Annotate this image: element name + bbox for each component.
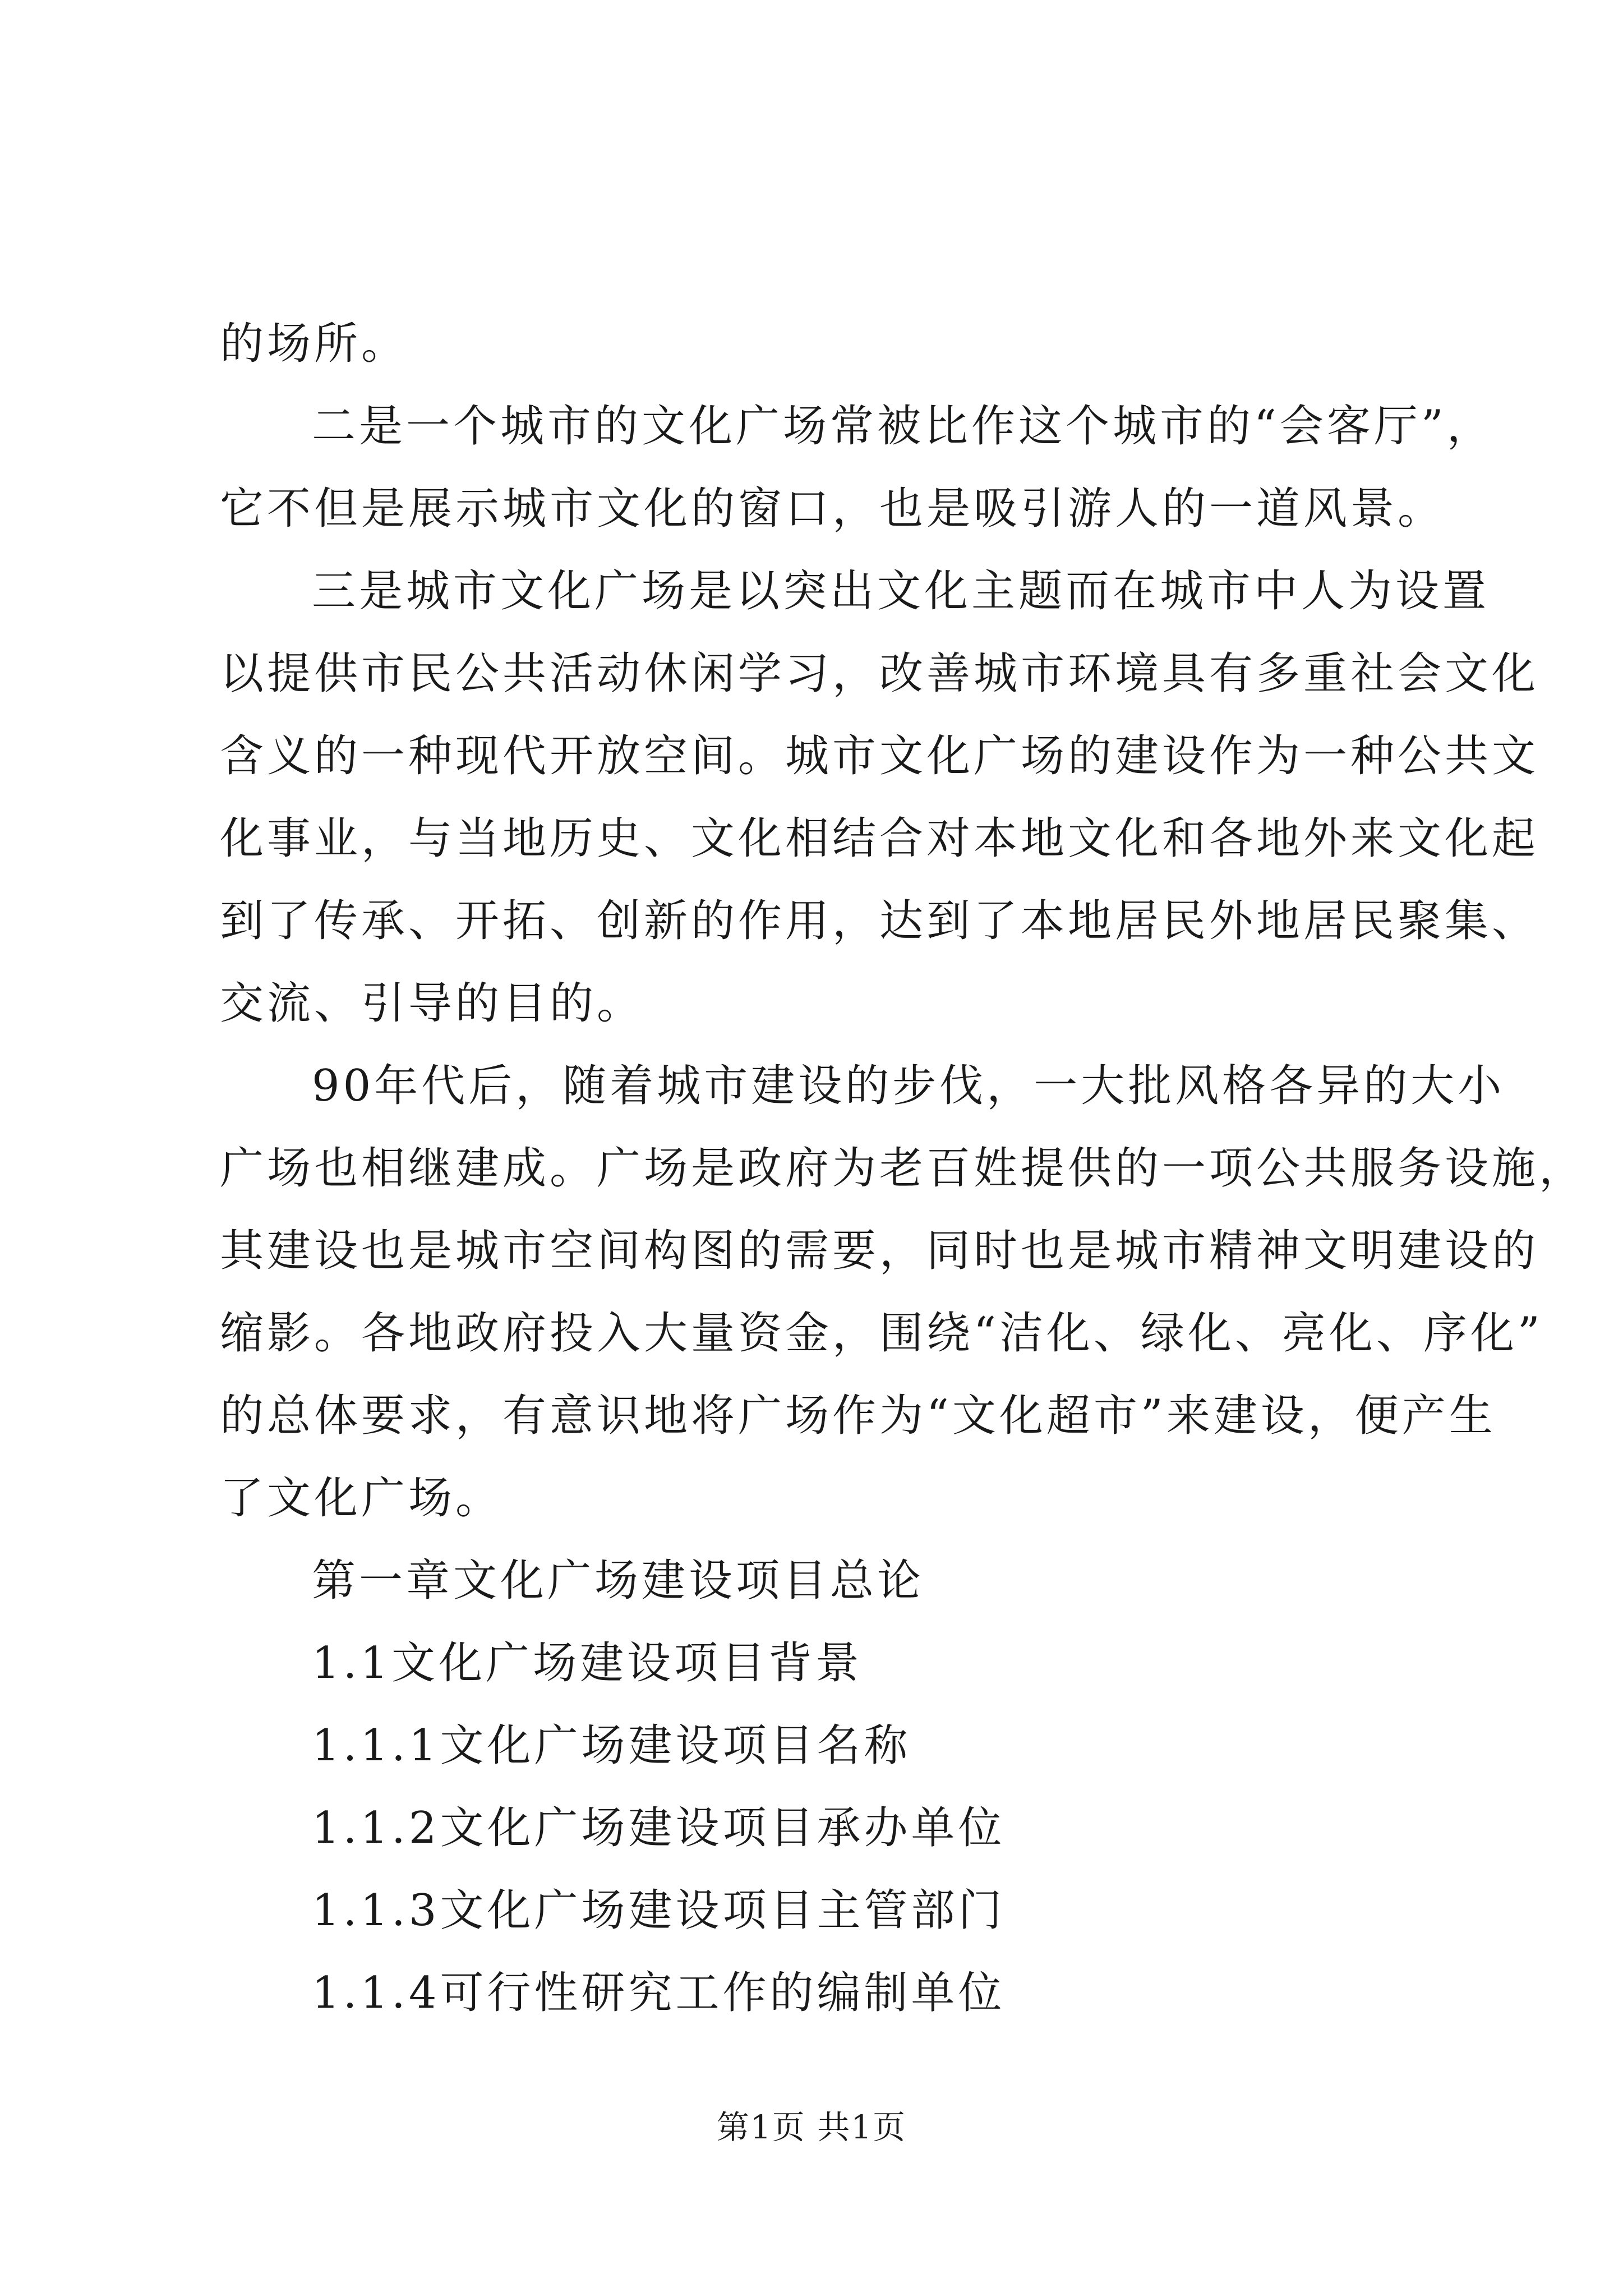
text-line: 了文化广场。: [220, 1473, 503, 1524]
paragraph-2: [220, 385, 1494, 550]
text-line: 它不但是展示城市文化的窗口，也是吸引游人的一道风景。: [220, 484, 1445, 534]
text-line: 化事业，与当地历史、文化相结合对本地文化和各地外来文化起: [220, 813, 1539, 864]
subsection-heading: 1.1.2文化广场建设项目承办单位: [312, 1803, 1006, 1853]
text-line: 90年代后，随着城市建设的步伐，一大批风格各异的大小: [312, 1061, 1505, 1111]
page-number-footer: 第1页 共1页: [716, 2108, 907, 2146]
chapter-heading: 第一章文化广场建设项目总论: [312, 1556, 925, 1606]
text-line: 广场也相继建成。广场是政府为老百姓提供的一项公共服务设施，: [220, 1143, 1587, 1194]
subsection-heading: 1.1.4可行性研究工作的编制单位: [312, 1968, 1006, 2018]
text-line: 其建设也是城市空间构图的需要，同时也是城市精神文明建设的: [220, 1226, 1539, 1276]
section-heading: 1.1文化广场建设项目背景: [312, 1638, 863, 1688]
text-line: 三是城市文化广场是以突出文化主题而在城市中人为设置: [312, 566, 1490, 616]
text-line: 以提供市民公共活动休闲学习，改善城市环境具有多重社会文化: [220, 648, 1539, 699]
text-line: 缩影。各地政府投入大量资金，围绕“洁化、绿化、亮化、序化”: [220, 1308, 1543, 1359]
text-line: 二是一个城市的文化广场常被比作这个城市的“会客厅”，: [312, 401, 1494, 452]
text-line: 含义的一种现代开放空间。城市文化广场的建设作为一种公共文: [220, 731, 1539, 781]
paragraph-1: [220, 303, 1420, 385]
subsection-heading: 1.1.3文化广场建设项目主管部门: [312, 1885, 1006, 1936]
subsection-heading: 1.1.1文化广场建设项目名称: [312, 1720, 911, 1771]
paragraph-4: [220, 1045, 1587, 1540]
text-line: 到了传承、开拓、创新的作用，达到了本地居民外地居民聚集、: [220, 896, 1539, 946]
text-line: 的总体要求，有意识地将广场作为“文化超市”来建设，便产生: [220, 1391, 1496, 1441]
document-body: [220, 303, 1587, 2035]
paragraph-3: [220, 550, 1539, 1045]
text-line: 交流、引导的目的。: [220, 978, 644, 1029]
text-line: 的场所。: [220, 319, 409, 369]
